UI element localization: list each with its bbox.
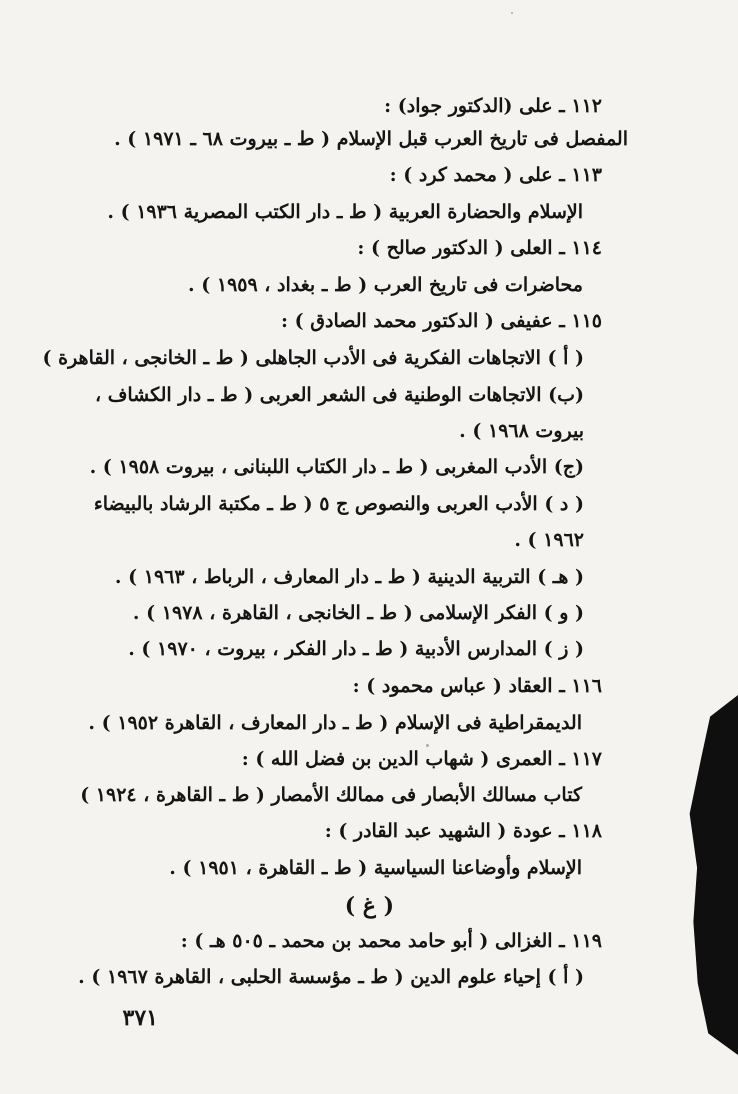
scan-speck [511, 12, 513, 14]
entry-115-item-a: ( أ ) الاتجاهات الفكرية فى الأدب الجاهلى ( ط ـ الخانجى ، القاهرة ) [42, 347, 584, 369]
scan-shadow-edge [676, 695, 738, 1055]
entry-115-item-f: ( و ) الفكر الإسلامى ( ط ـ الخانجى ، القاهرة ، ١٩٧٨ ) . [132, 602, 584, 624]
entry-119-item-a: ( أ ) إحياء علوم الدين ( ط ـ مؤسسة الحلبى ، القاهرة ١٩٦٧ ) . [78, 966, 584, 988]
entry-115-item-d-cont: ١٩٦٢ ) . [514, 529, 584, 551]
entry-113-heading: ١١٣ ـ على ( محمد كرد ) : [389, 164, 602, 186]
entry-115-item-g: ( ز ) المدارس الأدبية ( ط ـ دار الفكر ، بيروت ، ١٩٧٠ ) . [128, 638, 584, 660]
entry-115-item-b-cont: بيروت ١٩٦٨ ) . [459, 420, 584, 442]
entry-115-item-c: (ج) الأدب المغربى ( ط ـ دار الكتاب اللبنانى ، بيروت ١٩٥٨ ) . [89, 456, 584, 478]
entry-119-heading: ١١٩ ـ الغزالى ( أبو حامد محمد بن محمد ـ ٥٠٥ هـ ) : [180, 930, 602, 952]
entry-115-item-d: ( د ) الأدب العربى والنصوص ج ٥ ( ط ـ مكتبة الرشاد بالبيضاء [93, 493, 584, 515]
entry-114-heading: ١١٤ ـ العلى ( الدكتور صالح ) : [357, 237, 602, 259]
scan-speck [426, 744, 429, 747]
entry-115-heading: ١١٥ ـ عفيفى ( الدكتور محمد الصادق ) : [281, 310, 602, 332]
entry-112-title: المفصل فى تاريخ العرب قبل الإسلام ( ط ـ بيروت ٦٨ ـ ١٩٧١ ) . [114, 128, 628, 150]
page-number: ٣٧١ [122, 1005, 158, 1031]
entry-115-item-b: (ب) الاتجاهات الوطنية فى الشعر العربى ( ط ـ دار الكشاف ، [94, 384, 584, 406]
entry-113-title: الإسلام والحضارة العربية ( ط ـ دار الكتب المصرية ١٩٣٦ ) . [107, 201, 583, 223]
entry-116-heading: ١١٦ ـ العقاد ( عباس محمود ) : [352, 675, 602, 697]
entry-117-heading: ١١٧ ـ العمرى ( شهاب الدين بن فضل الله ) : [241, 748, 602, 770]
entry-118-heading: ١١٨ ـ عودة ( الشهيد عبد القادر ) : [324, 820, 602, 842]
entry-117-title: كتاب مسالك الأبصار فى ممالك الأمصار ( ط ـ القاهرة ، ١٩٢٤ ) [80, 784, 582, 806]
entry-114-title: محاضرات فى تاريخ العرب ( ط ـ بغداد ، ١٩٥٩ ) . [188, 274, 583, 296]
entry-115-item-e: ( هـ ) التربية الدينية ( ط ـ دار المعارف ، الرباط ، ١٩٦٣ ) . [114, 566, 584, 588]
entry-112-heading: ١١٢ ـ على (الدكتور جواد) : [384, 95, 602, 117]
entry-118-title: الإسلام وأوضاعنا السياسية ( ط ـ القاهرة ، ١٩٥١ ) . [169, 857, 582, 879]
entry-116-title: الديمقراطية فى الإسلام ( ط ـ دار المعارف ، القاهرة ١٩٥٢ ) . [88, 712, 582, 734]
section-heading-ghain: ( غ ) [344, 893, 394, 919]
